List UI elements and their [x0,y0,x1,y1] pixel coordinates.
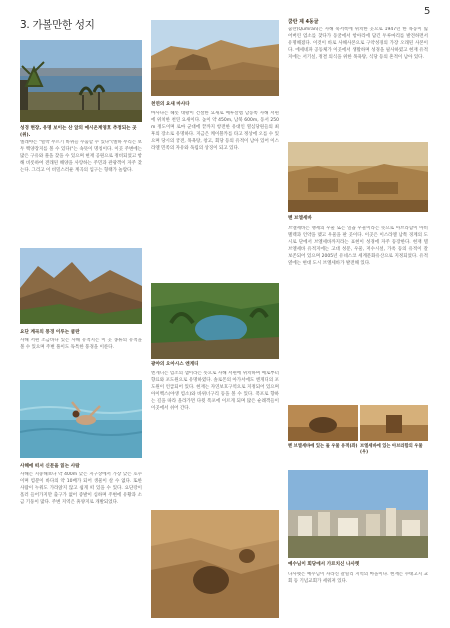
photo-abraham-well [360,405,428,441]
photo-caption: 브엘세바에 있는 아브라함의 우물(우) [360,444,423,456]
photo-masada [151,20,279,96]
photo-caption: 성경 현장, 유명 보이는 산 앞의 예시온계영호 추정되는 곳(위). [20,126,137,138]
body-text: 사해 서편 소금바다 있는 사해 유적지는 이 곳 종류의 유적을 볼 수 있으며 주변 풀이도 독특한 풍경을 이룬다. [20,338,142,350]
photo-en-gedi-oasis [151,283,279,359]
photo-caption: 천연의 요새 마사다 [151,102,190,107]
photo-beersheba-ruins [288,142,428,212]
body-text: 마사다는 헤롯 대왕이 건설한 요새로 예루살렘 남동쪽 사해 서편에 위치한 천연 요새이다. 높이 약 450m, 남북 600m, 동서 250m 정도이며 로마 군대에 끝까지 항전한 유대인 열심당원들의 최후의 장소로 유명하다. 지금은 케이블카를 타고 정상에 오를 수 있으며 당시의 궁전, 목욕탕, 창고, 회당 등의 유적이 남아 있어 이스라엘 민족의 자유와 독립의 상징이 되고 있다. [151,111,279,151]
photo-nazareth-city [288,470,428,558]
photo-stone-well [288,405,358,441]
section-title: 3. 가볼만한 성지 [20,19,95,31]
body-text: 사해는 지중해보다 약 400m 낮은 지구상에서 가장 낮은 호수이며 염분이 바다의 약 10배가 되어 생물이 살 수 없다. 또한 사람이 누워도 가라앉지 않고 쉽게 떠 있을 수 있다. 요단강이 흘러 들어가지만 출구가 없어 증발이 심하며 주변에 유황과 소금 기둥이 많다. 주변 지역은 휴양지로 개발되었다. [20,472,142,505]
body-text: 쿰란(Qumran)은 사해 북서쪽에 위치한 곳으로 1947년 한 목동이 잃어버린 염소를 찾다가 동굴에서 항아리에 담긴 두루마리를 발견하면서 유명해졌다. 이것이 바로 사해사본으로 구약성경의 가장 오래된 사본이다. 에세네파 공동체가 이곳에서 생활하며 성경을 필사하였고 현재 유적지에는 서기실, 정결 의식을 위한 목욕탕, 식당 등의 흔적이 남아 있다. [288,27,428,60]
photo-caption: 사해에 떠서 신문을 읽는 사람 [20,464,80,469]
photo-judean-cliffs [20,248,142,324]
section-heading: 쿰란 제 4동굴 [288,19,319,25]
photo-caption: 광야의 오아시스 엔게디 [151,362,199,367]
photo-caption: 벧 브엘세바 [288,216,312,221]
photo-sea-of-galilee [20,40,142,122]
photo-caption: 요단 계곡의 풍경 이루는 쿰란 [20,330,80,335]
body-text: 브엘세바는 맹세의 우물 또는 일곱 우물이라는 뜻으로 아브라함이 아비멜렉과 언약을 맺고 우물을 판 곳이다. 이곳은 이스라엘 남쪽 경계의 도시로 단에서 브엘세바까지라는 표현이 성경에 자주 등장한다. 현재 텔 브엘세바 유적지에는 고대 성문, 우물, 저수시설, 가옥 등의 유적이 잘 보존되어 있으며 2005년 유네스코 세계문화유산으로 지정되었다. 유적 옆에는 현대 도시 브엘세바가 발전해 있다. [288,226,428,266]
photo-dead-sea-floating [20,380,142,458]
photo-caption: 예수님이 회당에서 가르치신 나사렛 [288,562,360,567]
body-text: 엔게디는 염소의 샘이라는 뜻으로 사해 서편에 위치하며 예로부터 향료와 포도원으로 유명하였다. 솔로몬의 아가서에도 엔게디의 포도원이 언급되어 있다. 현재는 자연보호구역으로 지정되어 있으며 아이벡스(야생 염소)와 바위너구리 등을 볼 수 있다. 폭포로 향하는 길을 따라 올라가면 다윗 폭포에 이르게 되며 많은 순례객들이 이곳에서 쉬어 간다. [151,371,279,411]
body-text: 나사렛은 예수님이 자라신 갈릴리 지역의 마을이다. 현재는 수태고지 교회 등 기념교회가 세워져 있다. [288,572,428,584]
photo-qumran-caves [151,510,279,618]
page-number: 5 [424,6,431,17]
body-text: 엘레야는 "빌박 무르기 바위들 수출할 수 있다"(엘하 무리는 보두 백양장지를 볼 수 있다)"는 속뜻이 명칭이다. 이곳 주변에는 많은 구유와 풀을 찾을 수 있으며 현재 공원으로 정비되었고 항해 비롯하여 전래된 해양을 사랑하는 주민과 관광객이 자주 찾는다. 그리고 이 비밀스러운 계곡의 입구는 형태가 놀랍다. [20,140,142,173]
photo-caption: 벧 브엘세바에 있는 돌 우물 유적(좌) [288,444,358,449]
